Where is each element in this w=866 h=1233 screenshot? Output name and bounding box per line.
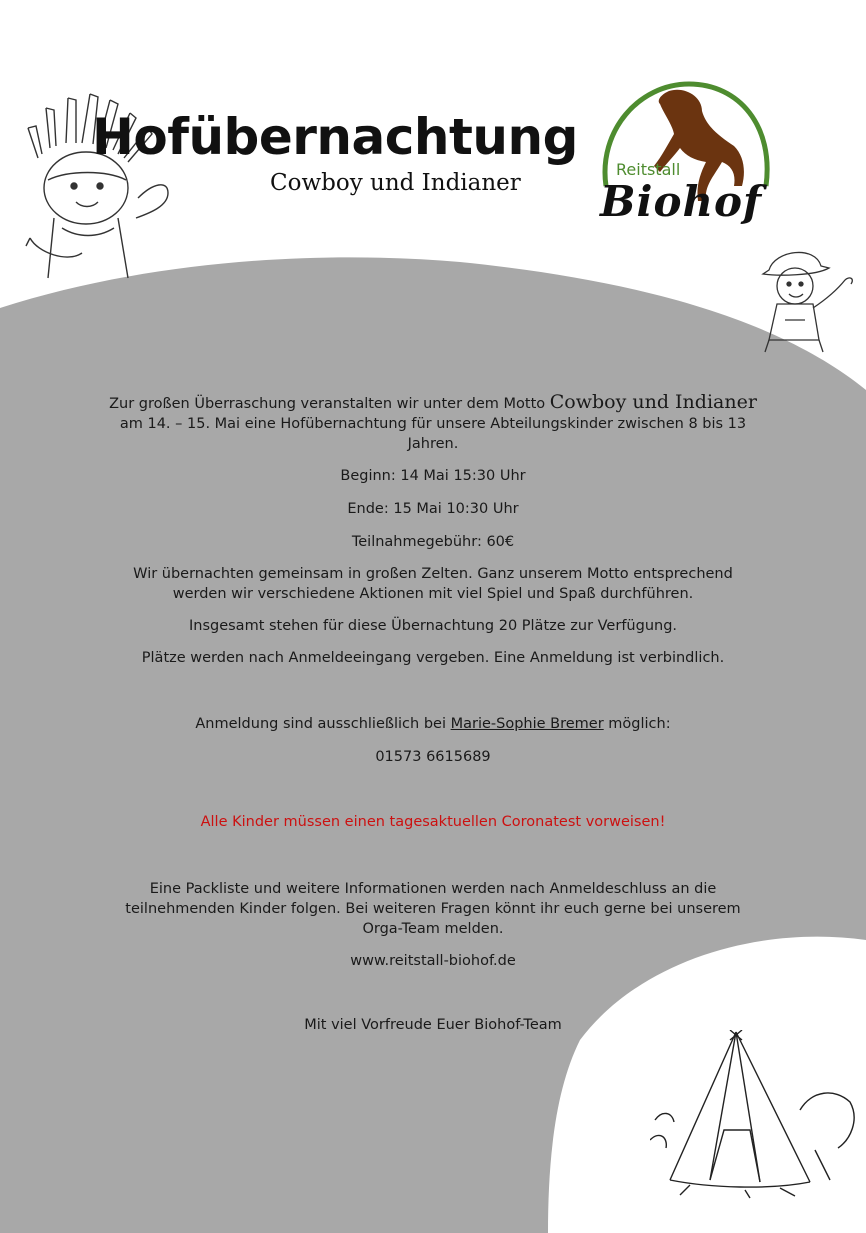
tents-paragraph: Wir übernachten gemeinsam in großen Zelten. Ganz unserem Motto entsprechend werden wir verschiedene Aktionen mit viel Spiel und Spaß durchführen. (133, 566, 733, 602)
places-paragraph: Insgesamt stehen für diese Übernachtung 20 Plätze zur Verfügung. (188, 618, 678, 634)
page-subtitle: Cowboy und Indianer (270, 170, 521, 196)
intro-motto: Cowboy und Indianer (549, 391, 757, 413)
registration-contact-name: Marie-Sophie Bremer (450, 716, 604, 732)
end-time: Ende: 15 Mai 10:30 Uhr (347, 501, 519, 517)
intro-paragraph (100, 392, 766, 454)
cowboy-child-illustration (755, 240, 865, 355)
tipi-tent-illustration (650, 1030, 860, 1200)
registration-text-after: möglich: (608, 716, 671, 732)
body-text (100, 392, 766, 1035)
packlist-paragraph: Eine Packliste und weitere Informationen werden nach Anmeldeschluss an die teilnehmenden Kinder folgen. Bei weiteren Fragen könnt ihr euch gerne bei unserem Orga-Team melden. (125, 881, 741, 937)
intro-text-before: Zur großen Überraschung veranstalten wir unter dem Motto (109, 396, 546, 412)
registration-paragraph (100, 714, 766, 734)
closing-line: Mit viel Vorfreude Euer Biohof-Team (304, 1017, 562, 1033)
phone-number: 01573 6615689 (375, 749, 491, 765)
begin-time: Beginn: 14 Mai 15:30 Uhr (340, 468, 526, 484)
assignment-paragraph: Plätze werden nach Anmeldeeingang vergeben. Eine Anmeldung ist verbindlich. (141, 650, 725, 666)
registration-text-before: Anmeldung sind ausschließlich bei (195, 716, 446, 732)
page-title: Hofübernachtung (92, 108, 578, 166)
website-link[interactable]: www.reitstall-biohof.de (350, 953, 516, 969)
corona-warning: Alle Kinder müssen einen tagesaktuellen Coronatest vorweisen! (200, 814, 666, 830)
logo-small-text: Reitstall (616, 160, 681, 179)
participation-fee: Teilnahmegebühr: 60€ (351, 534, 515, 550)
intro-text-after: am 14. – 15. Mai eine Hofübernachtung für unsere Abteilungskinder zwischen 8 bis 13 Jahren. (119, 416, 747, 452)
logo-big-text: Biohof (600, 177, 763, 226)
